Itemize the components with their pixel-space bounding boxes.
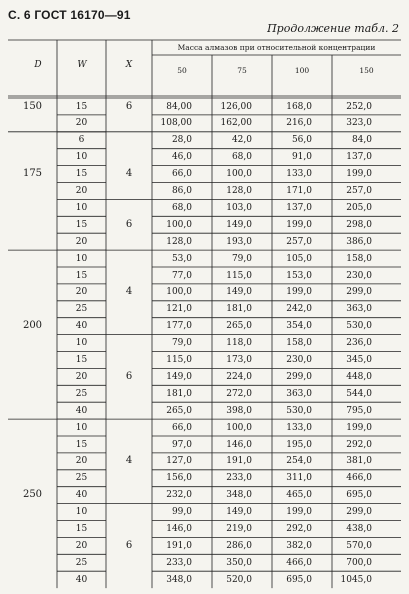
- cell-mass-value: 232,0: [166, 490, 192, 501]
- cell-mass-value: 97,0: [171, 439, 192, 450]
- cell-w: 20: [75, 456, 88, 467]
- cell-mass-value: 53,0: [171, 253, 192, 264]
- cell-mass-value: 86,0: [171, 186, 192, 196]
- cell-mass-value: 695,0: [346, 490, 372, 501]
- cell-w: 6: [78, 135, 85, 146]
- cell-w: 40: [75, 405, 88, 416]
- cell-mass-value: 137,0: [286, 202, 312, 213]
- cell-mass-value: 149,0: [226, 507, 252, 518]
- cell-mass-value: 108,00: [160, 118, 192, 129]
- cell-mass-value: 363,0: [286, 388, 312, 399]
- cell-w: 20: [75, 236, 88, 247]
- cell-mass-value: 146,0: [166, 524, 192, 534]
- cell-x: 6: [125, 218, 133, 230]
- cell-mass-value: 398,0: [226, 405, 252, 416]
- cell-mass-value: 158,0: [346, 253, 372, 264]
- col-header-w: W: [77, 60, 87, 70]
- cell-w: 15: [75, 101, 88, 112]
- col-header-x: X: [125, 60, 133, 70]
- cell-mass-value: 115,0: [226, 270, 252, 281]
- cell-w: 25: [75, 388, 88, 399]
- cell-mass-value: 191,0: [166, 540, 192, 551]
- cell-mass-value: 177,0: [166, 321, 192, 332]
- cell-mass-value: 438,0: [346, 524, 372, 534]
- cell-mass-value: 199,0: [286, 507, 312, 518]
- cell-mass-value: 216,0: [286, 118, 312, 129]
- cell-mass-value: 466,0: [346, 473, 372, 484]
- cell-mass-value: 195,0: [286, 439, 312, 450]
- cell-mass-value: 224,0: [226, 371, 252, 382]
- col-header-concentration: 100: [294, 66, 310, 75]
- cell-w: 10: [75, 338, 88, 349]
- cell-mass-value: 199,0: [286, 219, 312, 230]
- cell-mass-value: 230,0: [286, 355, 312, 365]
- cell-mass-value: 162,00: [220, 118, 252, 129]
- cell-x: 4: [125, 286, 133, 298]
- cell-mass-value: 146,0: [226, 439, 252, 450]
- col-header-concentration: 50: [177, 66, 187, 75]
- cell-mass-value: 299,0: [346, 287, 372, 298]
- col-header-mass: Масса алмазов при относительной концентрации: [177, 43, 376, 52]
- col-header-concentration: 150: [359, 66, 374, 75]
- cell-w: 15: [75, 439, 88, 450]
- cell-mass-value: 323,0: [346, 118, 372, 129]
- cell-mass-value: 181,0: [166, 388, 192, 399]
- cell-mass-value: 381,0: [346, 456, 372, 467]
- cell-mass-value: 66,0: [171, 169, 192, 180]
- cell-mass-value: 345,0: [346, 355, 372, 365]
- cell-d: 150: [22, 100, 43, 112]
- cell-mass-value: 156,0: [166, 473, 192, 484]
- page-header-left: С. 6 ГОСТ 16170—91: [8, 8, 131, 22]
- cell-mass-value: 105,0: [286, 253, 312, 264]
- cell-mass-value: 795,0: [346, 405, 372, 416]
- cell-mass-value: 66,0: [171, 422, 192, 433]
- cell-x: 6: [125, 539, 133, 551]
- cell-mass-value: 233,0: [166, 557, 192, 568]
- cell-mass-value: 348,0: [226, 490, 252, 501]
- cell-mass-value: 127,0: [166, 456, 192, 467]
- cell-mass-value: 199,0: [346, 169, 372, 180]
- cell-mass-value: 199,0: [346, 422, 372, 433]
- cell-mass-value: 257,0: [346, 186, 372, 196]
- cell-mass-value: 299,0: [286, 371, 312, 382]
- cell-mass-value: 56,0: [291, 135, 312, 146]
- cell-mass-value: 230,0: [346, 270, 372, 281]
- cell-mass-value: 695,0: [286, 574, 312, 585]
- cell-mass-value: 465,0: [286, 490, 312, 501]
- cell-mass-value: 133,0: [286, 422, 312, 433]
- cell-mass-value: 91,0: [291, 152, 312, 163]
- cell-mass-value: 68,0: [171, 202, 192, 213]
- cell-w: 10: [75, 202, 88, 213]
- cell-mass-value: 350,0: [226, 557, 252, 568]
- cell-mass-value: 205,0: [346, 202, 372, 213]
- cell-w: 20: [75, 371, 88, 382]
- cell-mass-value: 79,0: [171, 338, 192, 349]
- cell-mass-value: 299,0: [346, 507, 372, 518]
- cell-mass-value: 181,0: [226, 304, 252, 315]
- cell-w: 10: [75, 422, 88, 433]
- cell-mass-value: 520,0: [226, 574, 252, 585]
- cell-mass-value: 46,0: [171, 152, 192, 163]
- cell-mass-value: 311,0: [286, 473, 312, 484]
- cell-mass-value: 298,0: [346, 219, 372, 230]
- cell-mass-value: 466,0: [286, 557, 312, 568]
- cell-w: 20: [75, 287, 88, 298]
- col-header-concentration: 75: [237, 66, 247, 75]
- cell-mass-value: 348,0: [166, 574, 192, 585]
- cell-mass-value: 42,0: [231, 135, 252, 146]
- cell-mass-value: 570,0: [346, 540, 372, 551]
- cell-w: 40: [75, 574, 88, 585]
- cell-w: 15: [75, 355, 88, 365]
- cell-mass-value: 242,0: [286, 304, 312, 315]
- cell-w: 25: [75, 473, 88, 484]
- cell-mass-value: 100,0: [226, 169, 252, 180]
- cell-mass-value: 272,0: [226, 388, 252, 399]
- cell-w: 40: [75, 490, 88, 501]
- cell-mass-value: 168,0: [286, 101, 312, 112]
- cell-mass-value: 292,0: [286, 524, 312, 534]
- cell-mass-value: 191,0: [226, 456, 252, 467]
- cell-mass-value: 257,0: [286, 236, 312, 247]
- col-header-d: D: [34, 60, 42, 70]
- cell-x: 4: [125, 168, 133, 180]
- cell-mass-value: 1045,0: [340, 574, 372, 585]
- cell-w: 10: [75, 253, 88, 264]
- cell-mass-value: 448,0: [346, 371, 372, 382]
- cell-mass-value: 68,0: [231, 152, 252, 163]
- cell-w: 40: [75, 321, 88, 332]
- cell-mass-value: 254,0: [286, 456, 312, 467]
- cell-mass-value: 153,0: [286, 270, 312, 281]
- cell-mass-value: 99,0: [171, 507, 192, 518]
- cell-mass-value: 100,0: [226, 422, 252, 433]
- cell-w: 25: [75, 557, 88, 568]
- cell-mass-value: 354,0: [286, 321, 312, 332]
- cell-w: 15: [75, 169, 88, 180]
- cell-mass-value: 173,0: [226, 355, 252, 365]
- cell-w: 20: [75, 186, 88, 196]
- cell-mass-value: 193,0: [226, 236, 252, 247]
- cell-mass-value: 128,0: [226, 186, 252, 196]
- cell-mass-value: 126,00: [220, 101, 252, 112]
- cell-w: 10: [75, 507, 88, 518]
- cell-mass-value: 252,0: [346, 101, 372, 112]
- cell-w: 10: [75, 152, 88, 163]
- cell-x: 6: [125, 100, 133, 112]
- cell-mass-value: 286,0: [226, 540, 252, 551]
- cell-mass-value: 84,0: [351, 135, 372, 146]
- cell-mass-value: 137,0: [346, 152, 372, 163]
- cell-mass-value: 171,0: [286, 186, 312, 196]
- cell-mass-value: 265,0: [226, 321, 252, 332]
- cell-mass-value: 386,0: [346, 236, 372, 247]
- cell-d: 200: [22, 320, 43, 332]
- cell-w: 20: [75, 540, 88, 551]
- cell-mass-value: 158,0: [286, 338, 312, 349]
- cell-mass-value: 530,0: [286, 405, 312, 416]
- cell-mass-value: 236,0: [346, 338, 372, 349]
- cell-mass-value: 363,0: [346, 304, 372, 315]
- cell-mass-value: 530,0: [346, 321, 372, 332]
- cell-mass-value: 265,0: [166, 405, 192, 416]
- cell-d: 250: [22, 489, 43, 501]
- cell-mass-value: 28,0: [171, 135, 192, 146]
- cell-w: 15: [75, 219, 88, 230]
- cell-w: 15: [75, 524, 88, 534]
- cell-w: 15: [75, 270, 88, 281]
- cell-mass-value: 149,0: [226, 219, 252, 230]
- cell-mass-value: 128,0: [166, 236, 192, 247]
- cell-d: 175: [22, 168, 43, 180]
- cell-mass-value: 77,0: [171, 270, 192, 281]
- cell-x: 4: [125, 455, 133, 467]
- cell-mass-value: 100,0: [166, 219, 192, 230]
- cell-mass-value: 115,0: [166, 355, 192, 365]
- cell-mass-value: 292,0: [346, 439, 372, 450]
- cell-mass-value: 149,0: [166, 371, 192, 382]
- cell-x: 6: [125, 370, 133, 382]
- cell-mass-value: 219,0: [226, 524, 252, 534]
- cell-mass-value: 103,0: [226, 202, 252, 213]
- cell-mass-value: 133,0: [286, 169, 312, 180]
- page-header-right: Продолжение табл. 2: [267, 22, 399, 35]
- cell-w: 25: [75, 304, 88, 315]
- cell-mass-value: 382,0: [286, 540, 312, 551]
- cell-mass-value: 149,0: [226, 287, 252, 298]
- cell-mass-value: 100,0: [166, 287, 192, 298]
- cell-mass-value: 121,0: [166, 304, 192, 315]
- cell-mass-value: 79,0: [231, 253, 252, 264]
- cell-mass-value: 118,0: [226, 338, 252, 349]
- cell-mass-value: 84,00: [166, 101, 192, 112]
- cell-w: 20: [75, 118, 88, 129]
- cell-mass-value: 199,0: [286, 287, 312, 298]
- cell-mass-value: 544,0: [346, 388, 372, 399]
- cell-mass-value: 700,0: [346, 557, 372, 568]
- cell-mass-value: 233,0: [226, 473, 252, 484]
